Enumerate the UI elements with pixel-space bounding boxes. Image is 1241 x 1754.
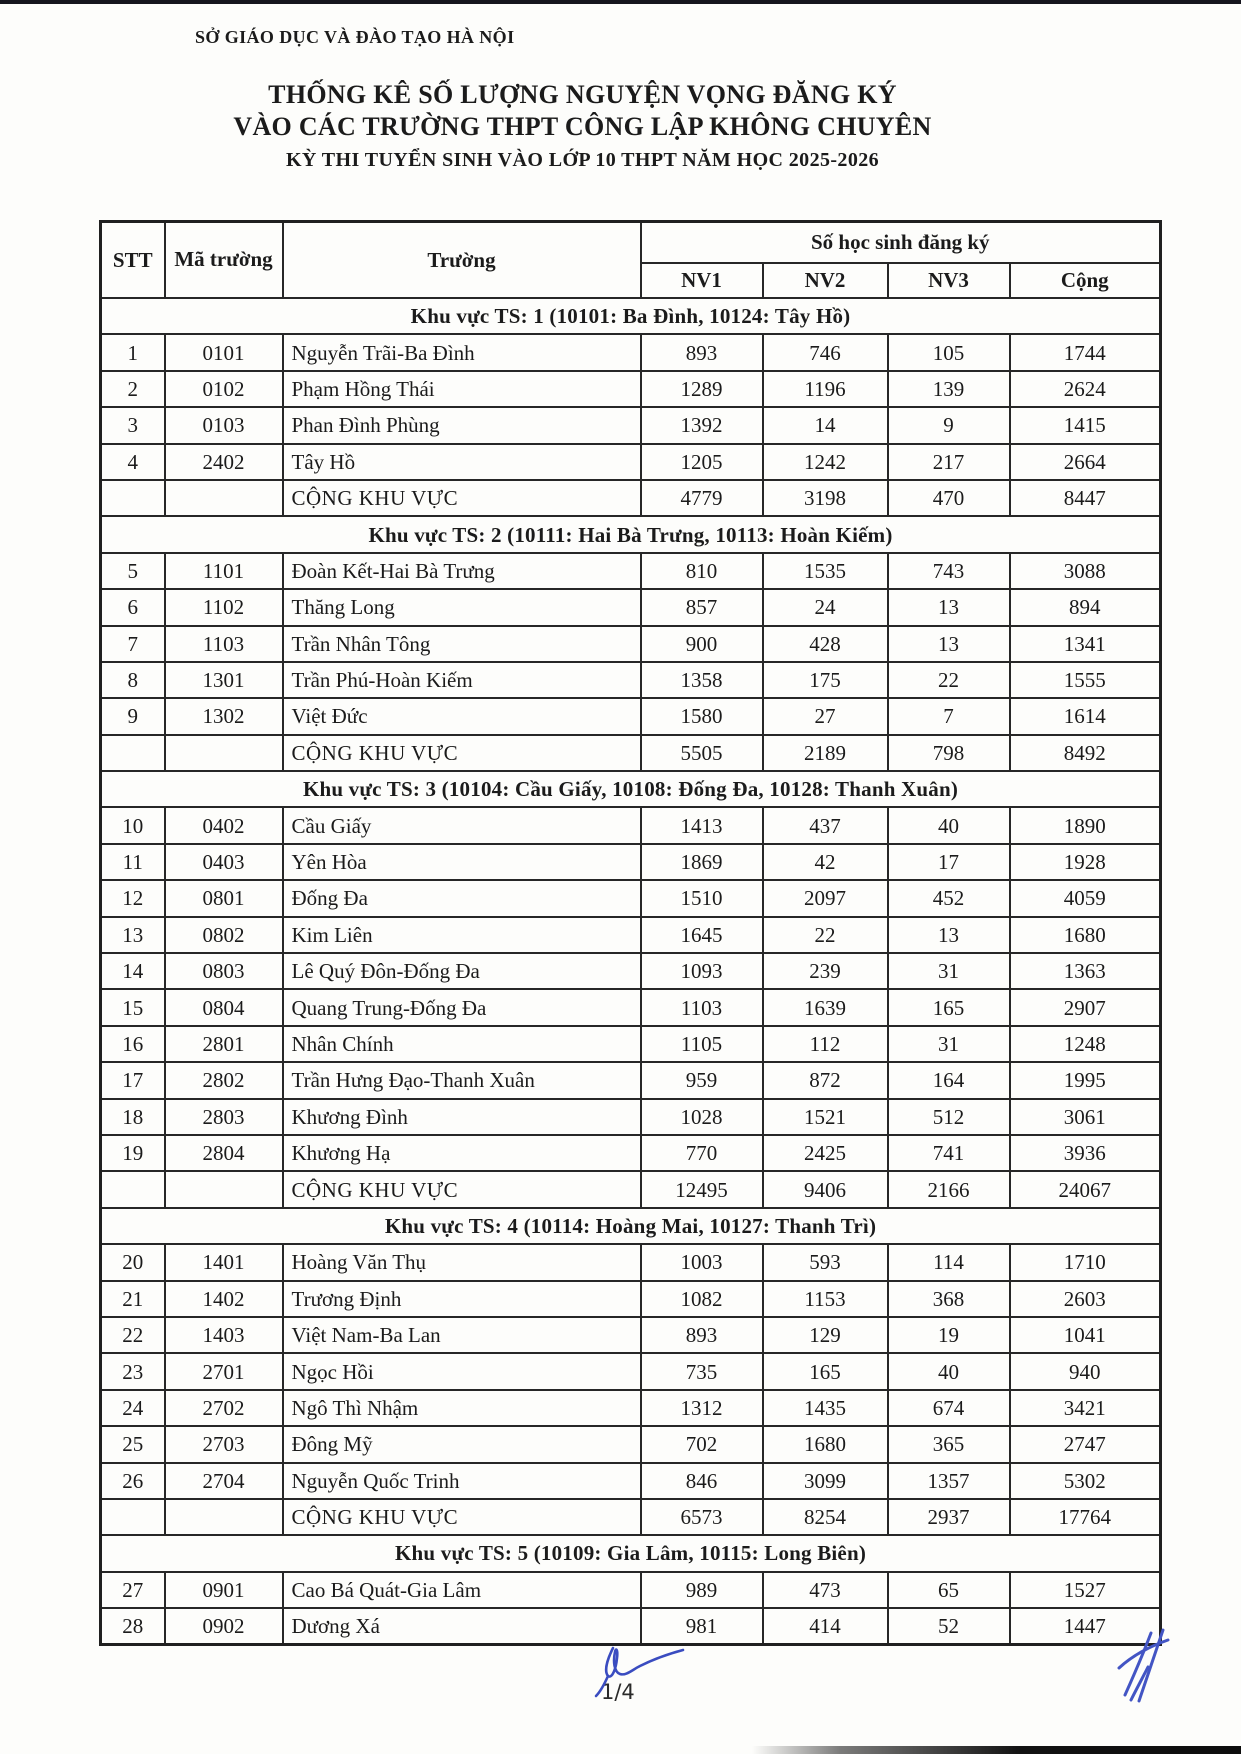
cell-nv2: 165	[763, 1353, 888, 1389]
cell-nv3: 139	[888, 371, 1010, 407]
section-header-label: Khu vực TS: 1 (10101: Ba Đình, 10124: Tây Hồ)	[101, 298, 1161, 334]
cell-school-name: Nguyễn Quốc Trinh	[283, 1463, 641, 1499]
cell-total: 1890	[1010, 807, 1161, 843]
cell-stt: 23	[101, 1353, 165, 1389]
table-row	[101, 407, 1161, 443]
scan-edge-top	[0, 0, 1241, 4]
cell-nv2: 2097	[763, 880, 888, 916]
cell-school-name: Quang Trung-Đống Đa	[283, 989, 641, 1025]
cell-total: 3061	[1010, 1099, 1161, 1135]
cell-nv1: 810	[641, 553, 763, 589]
section-header-row	[101, 771, 1161, 807]
cell-nv1: 900	[641, 626, 763, 662]
cell-school-name: Tây Hồ	[283, 444, 641, 480]
table-row	[101, 1099, 1161, 1135]
cell-school-code: 1102	[165, 589, 283, 625]
table-body	[101, 298, 1161, 1644]
cell-nv2: 1196	[763, 371, 888, 407]
cell-school-code: 2803	[165, 1099, 283, 1135]
cell-stt: 4	[101, 444, 165, 480]
cell-school-code: 0802	[165, 917, 283, 953]
cell-stt: 2	[101, 371, 165, 407]
table-row	[101, 698, 1161, 734]
region-total-row	[101, 480, 1161, 516]
cell-nv3: 31	[888, 1026, 1010, 1062]
table-header	[101, 222, 1161, 299]
cell-stt: 14	[101, 953, 165, 989]
cell-nv1: 1358	[641, 662, 763, 698]
cell-nv3: 52	[888, 1608, 1010, 1644]
table-row	[101, 553, 1161, 589]
cell-total-sum: 17764	[1010, 1499, 1161, 1535]
cell-nv2: 437	[763, 807, 888, 843]
cell-stt: 25	[101, 1426, 165, 1462]
table-row	[101, 844, 1161, 880]
cell-nv2: 27	[763, 698, 888, 734]
title-block	[0, 79, 1165, 172]
cell-nv2: 22	[763, 917, 888, 953]
cell-total: 1415	[1010, 407, 1161, 443]
cell-stt: 22	[101, 1317, 165, 1353]
cell-total-nv1: 5505	[641, 735, 763, 771]
cell-nv2: 1435	[763, 1390, 888, 1426]
cell-total: 2747	[1010, 1426, 1161, 1462]
cell-total-nv2: 9406	[763, 1171, 888, 1207]
cell-nv3: 368	[888, 1281, 1010, 1317]
cell-nv1: 1580	[641, 698, 763, 734]
cell-nv1: 1082	[641, 1281, 763, 1317]
cell-nv1: 1103	[641, 989, 763, 1025]
table-row	[101, 1281, 1161, 1317]
cell-nv2: 2425	[763, 1135, 888, 1171]
cell-school-name: Trần Nhân Tông	[283, 626, 641, 662]
section-header-row	[101, 516, 1161, 552]
cell-total-nv3: 470	[888, 480, 1010, 516]
cell-total: 940	[1010, 1353, 1161, 1389]
cell-stt: 27	[101, 1572, 165, 1608]
cell-nv3: 674	[888, 1390, 1010, 1426]
section-header-label: Khu vực TS: 3 (10104: Cầu Giấy, 10108: Đống Đa, 10128: Thanh Xuân)	[101, 771, 1161, 807]
cell-nv1: 989	[641, 1572, 763, 1608]
cell-total: 1710	[1010, 1244, 1161, 1280]
cell-school-code: 0801	[165, 880, 283, 916]
cell-total-nv2: 3198	[763, 480, 888, 516]
cell-total: 3421	[1010, 1390, 1161, 1426]
page-number: 1/4	[601, 1680, 635, 1704]
cell-school-code: 1302	[165, 698, 283, 734]
cell-code-empty	[165, 735, 283, 771]
cell-total-nv3: 2937	[888, 1499, 1010, 1535]
issuing-org: SỞ GIÁO DỤC VÀ ĐÀO TẠO HÀ NỘI	[195, 27, 515, 47]
cell-total-nv2: 2189	[763, 735, 888, 771]
cell-nv3: 19	[888, 1317, 1010, 1353]
cell-nv3: 40	[888, 1353, 1010, 1389]
region-total-row	[101, 735, 1161, 771]
cell-nv3: 217	[888, 444, 1010, 480]
table-row	[101, 1463, 1161, 1499]
cell-nv3: 1357	[888, 1463, 1010, 1499]
cell-total: 3936	[1010, 1135, 1161, 1171]
column-header-group-registrations: Số học sinh đăng ký	[641, 222, 1161, 264]
document-title-line1: THỐNG KÊ SỐ LƯỢNG NGUYỆN VỌNG ĐĂNG KÝ	[268, 80, 897, 109]
cell-nv1: 1093	[641, 953, 763, 989]
cell-nv2: 1242	[763, 444, 888, 480]
cell-nv2: 1153	[763, 1281, 888, 1317]
cell-nv1: 1645	[641, 917, 763, 953]
cell-nv1: 1003	[641, 1244, 763, 1280]
cell-code-empty	[165, 1171, 283, 1207]
cell-school-name: Trần Phú-Hoàn Kiếm	[283, 662, 641, 698]
document-title-line2: VÀO CÁC TRƯỜNG THPT CÔNG LẬP KHÔNG CHUYÊN	[233, 111, 932, 141]
table-row	[101, 917, 1161, 953]
cell-school-name: Cầu Giấy	[283, 807, 641, 843]
cell-school-code: 0103	[165, 407, 283, 443]
cell-nv3: 7	[888, 698, 1010, 734]
cell-stt-empty	[101, 1171, 165, 1207]
column-header-nv3: NV3	[888, 263, 1010, 298]
cell-nv1: 846	[641, 1463, 763, 1499]
column-header-stt: STT	[101, 222, 165, 299]
cell-stt: 28	[101, 1608, 165, 1644]
table-row	[101, 989, 1161, 1025]
cell-school-name: Cao Bá Quát-Gia Lâm	[283, 1572, 641, 1608]
table-row	[101, 1026, 1161, 1062]
scan-edge-bottom	[752, 1746, 1241, 1754]
cell-total: 2907	[1010, 989, 1161, 1025]
cell-stt: 16	[101, 1026, 165, 1062]
cell-nv3: 13	[888, 626, 1010, 662]
cell-school-code: 2804	[165, 1135, 283, 1171]
cell-school-code: 0101	[165, 334, 283, 370]
cell-nv1: 1392	[641, 407, 763, 443]
section-header-label: Khu vực TS: 4 (10114: Hoàng Mai, 10127: Thanh Trì)	[101, 1208, 1161, 1244]
cell-nv2: 1521	[763, 1099, 888, 1135]
table-row	[101, 1135, 1161, 1171]
column-header-nv1: NV1	[641, 263, 763, 298]
table-row	[101, 589, 1161, 625]
cell-school-code: 0901	[165, 1572, 283, 1608]
table-row	[101, 1062, 1161, 1098]
cell-school-name: Hoàng Văn Thụ	[283, 1244, 641, 1280]
cell-school-name: Dương Xá	[283, 1608, 641, 1644]
table-row	[101, 1244, 1161, 1280]
cell-stt: 11	[101, 844, 165, 880]
section-header-label: Khu vực TS: 5 (10109: Gia Lâm, 10115: Long Biên)	[101, 1535, 1161, 1571]
cell-school-name: Đoàn Kết-Hai Bà Trưng	[283, 553, 641, 589]
cell-school-name: Đông Mỹ	[283, 1426, 641, 1462]
table-row	[101, 662, 1161, 698]
cell-school-name: Nguyễn Trãi-Ba Đình	[283, 334, 641, 370]
cell-nv1: 893	[641, 334, 763, 370]
cell-nv2: 1680	[763, 1426, 888, 1462]
cell-total: 2603	[1010, 1281, 1161, 1317]
cell-nv3: 13	[888, 917, 1010, 953]
region-total-label: CỘNG KHU VỰC	[283, 735, 641, 771]
cell-school-code: 2801	[165, 1026, 283, 1062]
table-row	[101, 1426, 1161, 1462]
cell-nv2: 42	[763, 844, 888, 880]
cell-school-name: Ngọc Hồi	[283, 1353, 641, 1389]
cell-nv2: 473	[763, 1572, 888, 1608]
cell-stt: 8	[101, 662, 165, 698]
cell-total: 1614	[1010, 698, 1161, 734]
cell-total: 1248	[1010, 1026, 1161, 1062]
cell-stt: 6	[101, 589, 165, 625]
cell-nv3: 40	[888, 807, 1010, 843]
cell-stt: 21	[101, 1281, 165, 1317]
cell-school-code: 0902	[165, 1608, 283, 1644]
cell-nv1: 1105	[641, 1026, 763, 1062]
cell-school-code: 0102	[165, 371, 283, 407]
cell-stt: 18	[101, 1099, 165, 1135]
cell-nv3: 365	[888, 1426, 1010, 1462]
cell-nv1: 1510	[641, 880, 763, 916]
cell-total: 3088	[1010, 553, 1161, 589]
cell-nv1: 1312	[641, 1390, 763, 1426]
region-total-row	[101, 1499, 1161, 1535]
region-total-label: CỘNG KHU VỰC	[283, 480, 641, 516]
cell-school-code: 0803	[165, 953, 283, 989]
cell-school-code: 1103	[165, 626, 283, 662]
cell-stt: 7	[101, 626, 165, 662]
cell-total-nv1: 6573	[641, 1499, 763, 1535]
table-row	[101, 1608, 1161, 1644]
region-total-row	[101, 1171, 1161, 1207]
table-row	[101, 807, 1161, 843]
cell-school-name: Thăng Long	[283, 589, 641, 625]
cell-total: 1527	[1010, 1572, 1161, 1608]
cell-total: 1995	[1010, 1062, 1161, 1098]
cell-nv3: 164	[888, 1062, 1010, 1098]
cell-nv3: 65	[888, 1572, 1010, 1608]
cell-school-name: Đống Đa	[283, 880, 641, 916]
column-header-school: Trường	[283, 222, 641, 299]
column-header-nv2: NV2	[763, 263, 888, 298]
cell-school-code: 2704	[165, 1463, 283, 1499]
cell-school-name: Kim Liên	[283, 917, 641, 953]
cell-school-code: 2402	[165, 444, 283, 480]
cell-total: 1447	[1010, 1608, 1161, 1644]
cell-nv1: 770	[641, 1135, 763, 1171]
cell-total: 2624	[1010, 371, 1161, 407]
cell-total: 1363	[1010, 953, 1161, 989]
cell-school-name: Phan Đình Phùng	[283, 407, 641, 443]
cell-school-name: Lê Quý Đôn-Đống Đa	[283, 953, 641, 989]
cell-total-nv2: 8254	[763, 1499, 888, 1535]
section-header-row	[101, 1535, 1161, 1571]
section-header-row	[101, 298, 1161, 334]
cell-school-code: 2702	[165, 1390, 283, 1426]
cell-nv3: 31	[888, 953, 1010, 989]
cell-total-nv1: 12495	[641, 1171, 763, 1207]
cell-school-name: Ngô Thì Nhậm	[283, 1390, 641, 1426]
cell-school-code: 0403	[165, 844, 283, 880]
cell-nv3: 105	[888, 334, 1010, 370]
table-row	[101, 1390, 1161, 1426]
cell-school-name: Nhân Chính	[283, 1026, 641, 1062]
table-row	[101, 1317, 1161, 1353]
column-header-school-code: Mã trường	[165, 222, 283, 299]
cell-total: 5302	[1010, 1463, 1161, 1499]
section-header-label: Khu vực TS: 2 (10111: Hai Bà Trưng, 10113: Hoàn Kiếm)	[101, 516, 1161, 552]
cell-nv2: 1535	[763, 553, 888, 589]
cell-stt: 13	[101, 917, 165, 953]
cell-school-code: 1401	[165, 1244, 283, 1280]
cell-nv3: 743	[888, 553, 1010, 589]
cell-school-code: 2802	[165, 1062, 283, 1098]
cell-total-sum: 24067	[1010, 1171, 1161, 1207]
cell-nv1: 1205	[641, 444, 763, 480]
cell-stt-empty	[101, 735, 165, 771]
cell-total: 1928	[1010, 844, 1161, 880]
cell-nv2: 112	[763, 1026, 888, 1062]
cell-school-name: Khương Hạ	[283, 1135, 641, 1171]
cell-school-code: 2703	[165, 1426, 283, 1462]
cell-nv1: 1028	[641, 1099, 763, 1135]
cell-nv3: 741	[888, 1135, 1010, 1171]
cell-school-code: 1301	[165, 662, 283, 698]
cell-nv3: 452	[888, 880, 1010, 916]
table-row	[101, 371, 1161, 407]
cell-stt-empty	[101, 1499, 165, 1535]
cell-stt: 15	[101, 989, 165, 1025]
cell-nv3: 165	[888, 989, 1010, 1025]
cell-stt: 17	[101, 1062, 165, 1098]
cell-total: 1555	[1010, 662, 1161, 698]
cell-nv2: 593	[763, 1244, 888, 1280]
cell-nv2: 1639	[763, 989, 888, 1025]
cell-school-code: 2701	[165, 1353, 283, 1389]
cell-stt: 5	[101, 553, 165, 589]
cell-nv1: 857	[641, 589, 763, 625]
cell-school-code: 1402	[165, 1281, 283, 1317]
cell-school-name: Việt Đức	[283, 698, 641, 734]
cell-nv3: 13	[888, 589, 1010, 625]
table-row	[101, 880, 1161, 916]
cell-code-empty	[165, 1499, 283, 1535]
cell-school-name: Khương Đình	[283, 1099, 641, 1135]
cell-total: 894	[1010, 589, 1161, 625]
cell-stt: 24	[101, 1390, 165, 1426]
cell-total: 1680	[1010, 917, 1161, 953]
cell-total-sum: 8492	[1010, 735, 1161, 771]
cell-nv3: 512	[888, 1099, 1010, 1135]
cell-nv2: 239	[763, 953, 888, 989]
cell-nv3: 17	[888, 844, 1010, 880]
document-subtitle: KỲ THI TUYỂN SINH VÀO LỚP 10 THPT NĂM HỌC 2025-2026	[285, 149, 880, 172]
column-header-total: Cộng	[1010, 263, 1161, 298]
cell-nv2: 129	[763, 1317, 888, 1353]
region-total-label: CỘNG KHU VỰC	[283, 1171, 641, 1207]
cell-nv2: 746	[763, 334, 888, 370]
table-row	[101, 626, 1161, 662]
cell-nv3: 9	[888, 407, 1010, 443]
cell-nv1: 959	[641, 1062, 763, 1098]
registration-table	[99, 220, 1162, 1646]
cell-stt: 19	[101, 1135, 165, 1171]
cell-school-code: 0804	[165, 989, 283, 1025]
cell-total-nv1: 4779	[641, 480, 763, 516]
cell-total: 1744	[1010, 334, 1161, 370]
cell-nv2: 14	[763, 407, 888, 443]
cell-nv1: 1869	[641, 844, 763, 880]
cell-total: 2664	[1010, 444, 1161, 480]
cell-stt-empty	[101, 480, 165, 516]
cell-school-name: Phạm Hồng Thái	[283, 371, 641, 407]
cell-school-code: 1101	[165, 553, 283, 589]
table-row	[101, 953, 1161, 989]
cell-nv2: 175	[763, 662, 888, 698]
region-total-label: CỘNG KHU VỰC	[283, 1499, 641, 1535]
cell-total: 1341	[1010, 626, 1161, 662]
cell-nv3: 114	[888, 1244, 1010, 1280]
cell-nv1: 1413	[641, 807, 763, 843]
cell-stt: 9	[101, 698, 165, 734]
cell-nv2: 428	[763, 626, 888, 662]
cell-stt: 12	[101, 880, 165, 916]
cell-code-empty	[165, 480, 283, 516]
cell-stt: 1	[101, 334, 165, 370]
cell-total: 4059	[1010, 880, 1161, 916]
cell-nv1: 702	[641, 1426, 763, 1462]
cell-nv1: 981	[641, 1608, 763, 1644]
cell-school-code: 0402	[165, 807, 283, 843]
section-header-row	[101, 1208, 1161, 1244]
cell-nv2: 3099	[763, 1463, 888, 1499]
cell-stt: 26	[101, 1463, 165, 1499]
table-row	[101, 444, 1161, 480]
cell-nv2: 872	[763, 1062, 888, 1098]
cell-total-sum: 8447	[1010, 480, 1161, 516]
cell-nv3: 22	[888, 662, 1010, 698]
cell-total-nv3: 798	[888, 735, 1010, 771]
cell-stt: 10	[101, 807, 165, 843]
cell-stt: 20	[101, 1244, 165, 1280]
cell-school-name: Trần Hưng Đạo-Thanh Xuân	[283, 1062, 641, 1098]
cell-school-name: Trương Định	[283, 1281, 641, 1317]
cell-nv1: 893	[641, 1317, 763, 1353]
cell-school-name: Việt Nam-Ba Lan	[283, 1317, 641, 1353]
cell-school-code: 1403	[165, 1317, 283, 1353]
cell-stt: 3	[101, 407, 165, 443]
cell-total: 1041	[1010, 1317, 1161, 1353]
cell-nv2: 24	[763, 589, 888, 625]
table-row	[101, 1572, 1161, 1608]
table-row	[101, 334, 1161, 370]
table-row	[101, 1353, 1161, 1389]
cell-nv1: 735	[641, 1353, 763, 1389]
cell-nv1: 1289	[641, 371, 763, 407]
cell-total-nv3: 2166	[888, 1171, 1010, 1207]
cell-nv2: 414	[763, 1608, 888, 1644]
cell-school-name: Yên Hòa	[283, 844, 641, 880]
